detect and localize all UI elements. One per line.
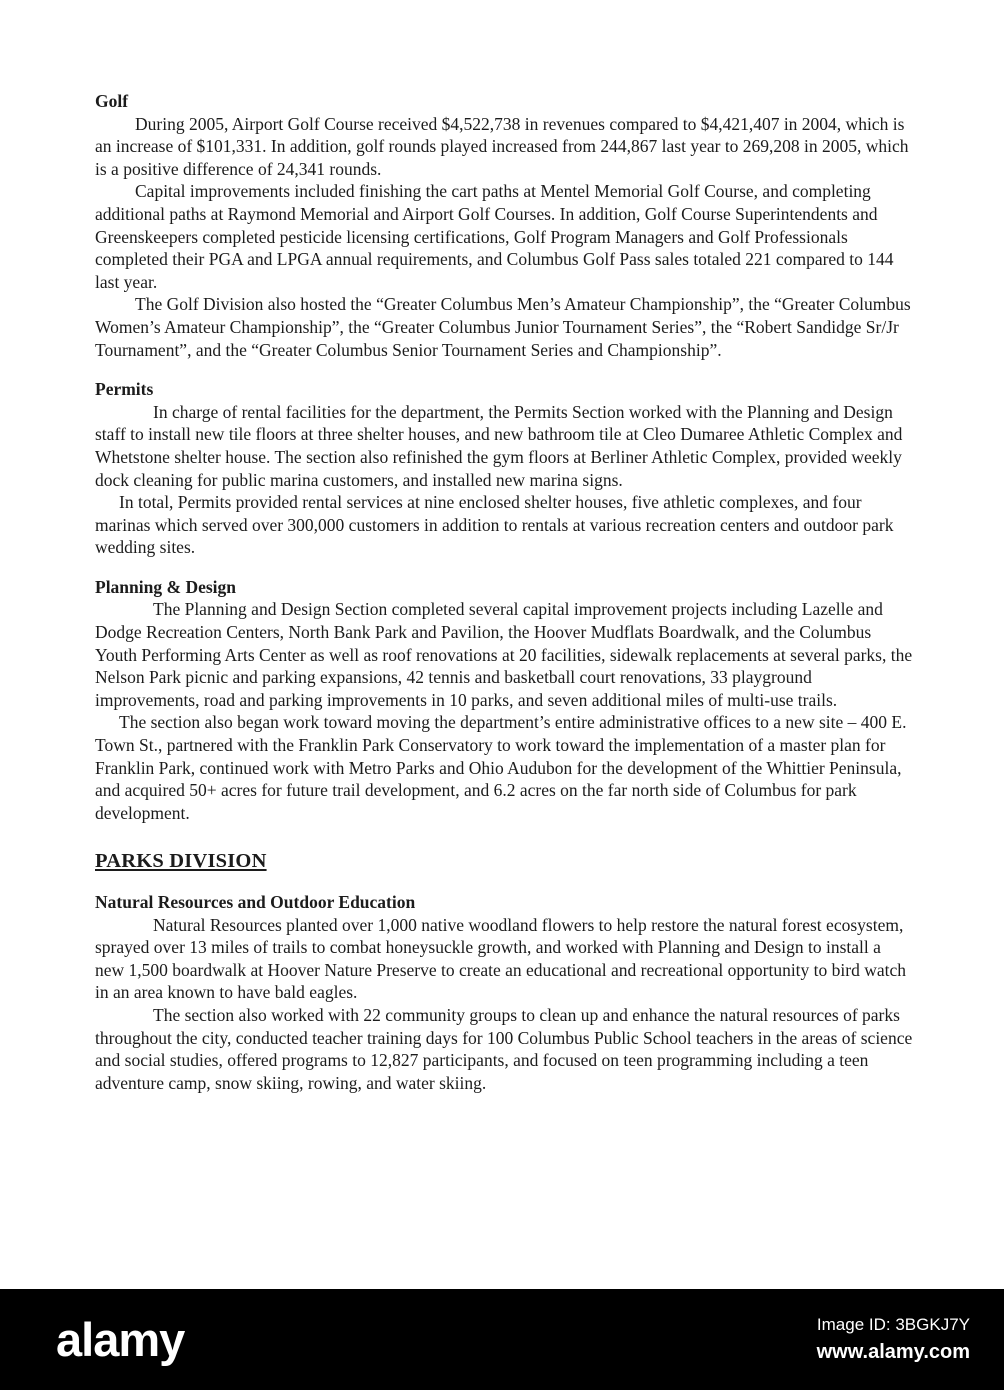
footer-meta bbox=[817, 1315, 970, 1364]
section-heading-permits: Permits bbox=[95, 379, 154, 400]
image-id-text: Image ID: 3BGKJ7Y bbox=[816, 1315, 970, 1334]
paragraph: In total, Permits provided rental services at nine enclosed shelter houses, five athletic complexes, and four marinas which served over 300,000 customers in addition to rentals at various recreation centers and outdoor park wedding sites. bbox=[95, 492, 894, 558]
section-heading-natural-resources: Natural Resources and Outdoor Education bbox=[95, 892, 416, 912]
section-heading-planning-design: Planning & Design bbox=[95, 576, 236, 597]
section-heading-golf: Golf bbox=[95, 91, 129, 111]
watermark-footer-bar bbox=[0, 1289, 1004, 1390]
section-golf bbox=[95, 90, 913, 361]
paragraph: The Golf Division also hosted the “Greater Columbus Men’s Amateur Championship”, the “Greater Columbus Women’s Amateur Championship”, the “Greater Columbus Junior Tournament Series”, the “Robert Sandidge Sr/Jr Tournament”, and the “Greater Columbus Senior Tournament Series and Championship”. bbox=[95, 294, 911, 360]
paragraph: The section also began work toward moving the department’s entire administrative offices to a new site – 400 E. Town St., partnered with the Franklin Park Conservatory to work toward the implementation of a master plan for Franklin Park, continued work with Metro Parks and Ohio Audubon for the development of the Whittier Peninsula, and acquired 50+ acres for future trail development, and 6.2 acres on the far north side of Columbus for park development. bbox=[95, 712, 907, 823]
website-text: www.alamy.com bbox=[816, 1341, 970, 1363]
section-permits bbox=[95, 378, 913, 559]
document-content bbox=[95, 90, 913, 1111]
paragraph: In charge of rental facilities for the department, the Permits Section worked with the Planning and Design staff to install new tile floors at three shelter houses, and new bathroom tile at Cleo Dumaree Athletic Complex and Whetstone shelter house. The section also refinished the gym floors at Berliner Athletic Complex, provided weekly dock cleaning for public marina customers, and installed new marina signs. bbox=[95, 401, 903, 490]
paragraph: Natural Resources planted over 1,000 native woodland flowers to help restore the natural forest ecosystem, sprayed over 13 miles of trails to combat honeysuckle growth, and worked with Planning and Design to install a new 1,500 boardwalk at Hoover Nature Preserve to create an educational and recreational opportunity to bird watch in an area known to have bald eagles. bbox=[95, 914, 907, 1003]
division-heading-parks: PARKS DIVISION bbox=[95, 850, 267, 873]
section-planning-design bbox=[95, 576, 913, 825]
paragraph: During 2005, Airport Golf Course received $4,522,738 in revenues compared to $4,421,407 in 2004, which is an increase of $101,331. In addition, golf rounds played increased from 244,867 last year to 269,208 in 2005, which is a positive difference of 24,341 rounds. bbox=[95, 113, 909, 179]
alamy-logo: alamy bbox=[56, 1313, 185, 1366]
paragraph: The section also worked with 22 community groups to clean up and enhance the natural resources of parks throughout the city, conducted teacher training days for 100 Columbus Public School teachers in the areas of science and social studies, offered programs to 12,827 participants, and focused on teen programming including a teen adventure camp, snow skiing, rowing, and water skiing. bbox=[95, 1004, 913, 1093]
paragraph: The Planning and Design Section completed several capital improvement projects including Lazelle and Dodge Recreation Centers, North Bank Park and Pavilion, the Hoover Mudflats Boardwalk, and the Columbus Youth Performing Arts Center as well as roof renovations at 20 facilities, sidewalk replacements at several parks, the Nelson Park picnic and parking expansions, 42 tennis and basketball court renovations, 33 playground improvements, road and parking improvements in 10 parks, and seven additional miles of multi-use trails. bbox=[95, 599, 913, 710]
paragraph: Capital improvements included finishing the cart paths at Mentel Memorial Golf Course, and completing additional paths at Raymond Memorial and Airport Golf Courses. In addition, Golf Course Superintendents and Greenskeepers completed pesticide licensing certifications, Golf Program Managers and Golf Professionals completed their PGA and LPGA annual requirements, and Columbus Golf Pass sales totaled 221 compared to 144 last year. bbox=[95, 181, 894, 292]
section-natural-resources bbox=[95, 891, 913, 1094]
